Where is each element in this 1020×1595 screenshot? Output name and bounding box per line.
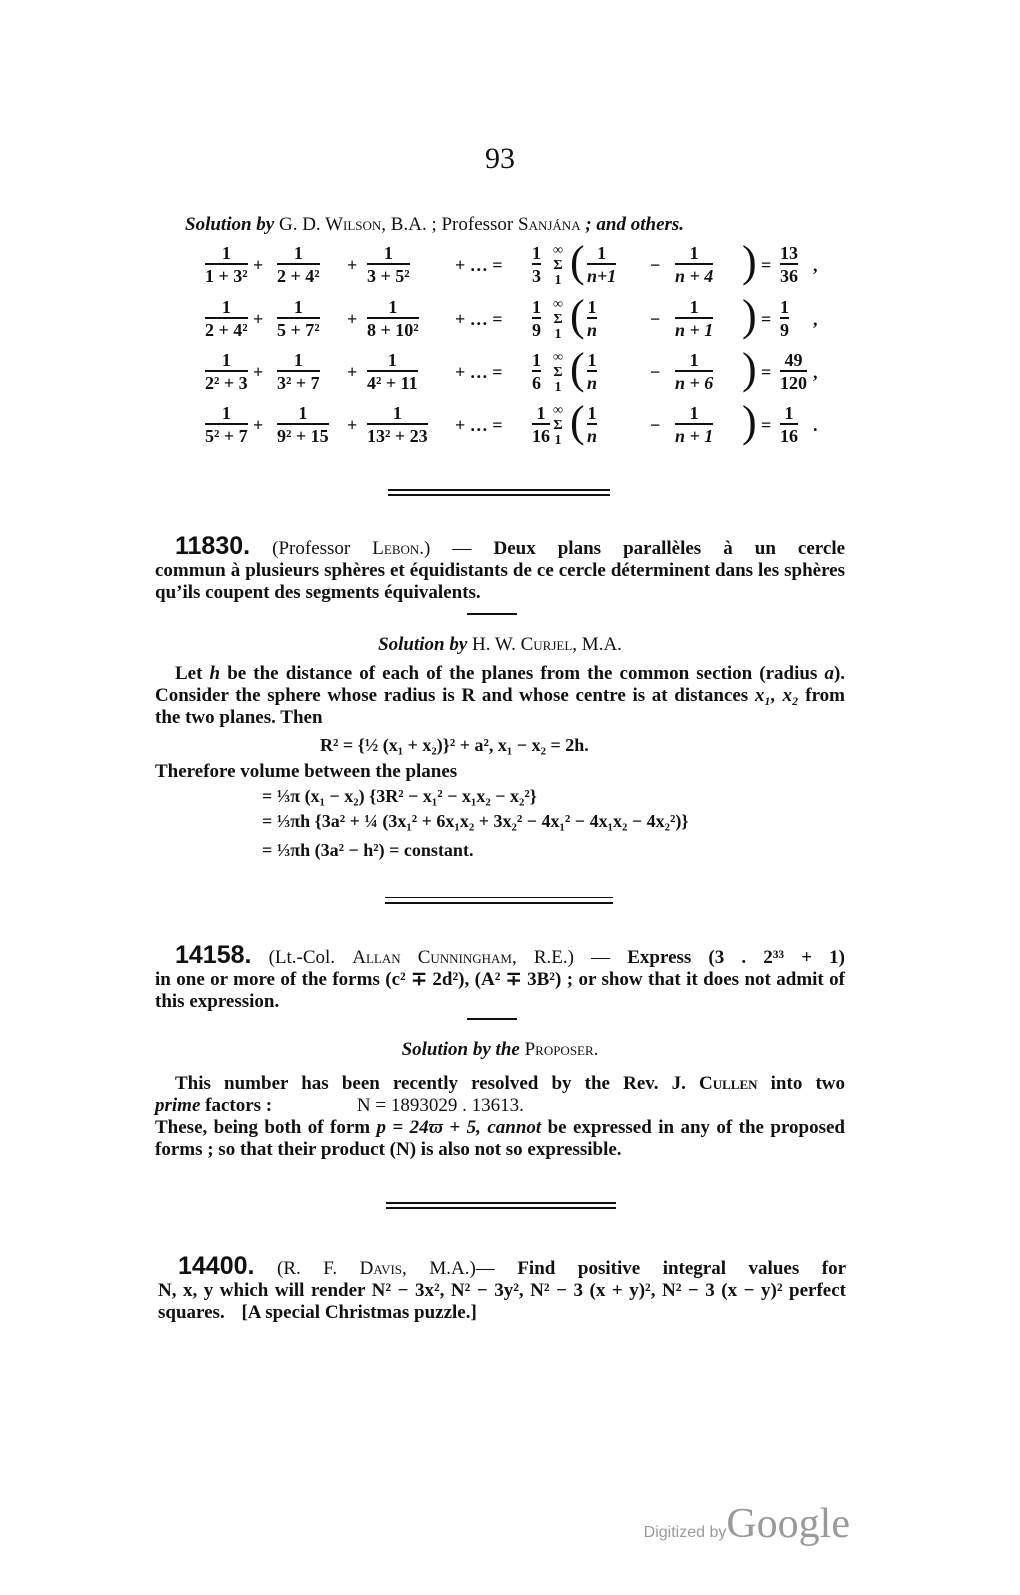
inner-term-a-denominator: n — [587, 426, 598, 446]
solution-header-11830 — [155, 634, 845, 656]
punctuation: , — [813, 309, 818, 329]
digitized-by-google-watermark — [644, 1500, 850, 1548]
equals-sign: = — [761, 415, 772, 435]
solution-prefix: Solution by — [185, 214, 275, 235]
solution-body-14158 — [155, 1073, 845, 1161]
proposer-name: Allan Cunningham — [352, 947, 512, 968]
proposer-open: (Lt.-Col. — [268, 947, 336, 968]
term-2 — [277, 297, 320, 341]
punctuation: . — [813, 415, 818, 435]
minus-sign: − — [650, 415, 661, 435]
solution-suffix: . — [593, 1039, 599, 1060]
coefficient-denominator: 16 — [532, 426, 550, 446]
result — [780, 297, 789, 341]
google-logo: Google — [726, 1501, 850, 1547]
summation-bot: 1 — [554, 273, 562, 288]
solution-author: H. W. Curjel — [472, 634, 573, 655]
section-divider — [388, 489, 610, 496]
plus-sign: + — [253, 309, 264, 329]
right-parenthesis: ) — [742, 291, 757, 340]
result-numerator: 13 — [780, 243, 798, 263]
question-text: Find positive integral values for — [517, 1258, 847, 1279]
summation-sym: Σ — [553, 418, 563, 433]
short-rule — [467, 613, 517, 615]
author-name: G. D. Wilson — [278, 214, 382, 235]
term-1-denominator: 5² + 7 — [205, 426, 248, 446]
term-1 — [205, 243, 248, 287]
inner-term-a-denominator: n+1 — [587, 266, 617, 286]
solution-author-1 — [279, 214, 437, 235]
term-2-numerator: 1 — [293, 350, 303, 370]
ellipsis-equals: + … = — [455, 362, 503, 382]
coefficient-numerator: 1 — [532, 243, 541, 263]
term-1-numerator: 1 — [221, 350, 231, 370]
term-2-denominator: 9² + 15 — [277, 426, 329, 446]
proposer-close: , R.E.) — — [512, 947, 611, 968]
text-italic: cannot — [487, 1117, 542, 1138]
series-equation-row — [195, 237, 818, 289]
formula: p = 24ϖ + 5, — [376, 1117, 481, 1138]
summation-sign — [552, 403, 564, 448]
question-text-continued: in one or more of the forms (c² ∓ 2d²), (A² ∓ 3B²) ; or show that it does not admit of this expression. — [155, 969, 845, 1012]
term-3-denominator: 4² + 11 — [367, 373, 418, 393]
plus-sign: + — [253, 255, 264, 275]
plus-sign: + — [347, 309, 358, 329]
text: be expressed in any of the proposed forms ; so that their product (N) is also not so expressible. — [155, 1117, 846, 1160]
term-1-numerator: 1 — [221, 243, 231, 263]
inner-term-a — [587, 243, 616, 287]
inner-term-b — [675, 350, 713, 394]
short-rule — [467, 1018, 517, 1020]
right-parenthesis: ) — [742, 344, 757, 393]
summation-sign — [552, 297, 564, 342]
punctuation: , — [813, 255, 818, 275]
inner-term-b — [675, 243, 713, 287]
term-2-denominator: 5 + 7² — [277, 320, 320, 340]
proposer-close: , M.A.)— — [402, 1258, 495, 1279]
minus-sign: − — [650, 362, 661, 382]
summation-top: ∞ — [553, 297, 563, 312]
left-parenthesis: ( — [570, 237, 585, 286]
solution-header-1 — [185, 214, 815, 236]
equation-main: R² = {½ (x₁ + x₂)}² + a², x₁ − x₂ = 2h. — [320, 735, 589, 755]
question-number: 11830. — [175, 532, 251, 560]
term-2-numerator: 1 — [298, 403, 308, 423]
inner-term-a-numerator: 1 — [597, 243, 607, 263]
summation-bot: 1 — [554, 327, 562, 342]
result-denominator: 16 — [780, 426, 798, 446]
solution-prefix: Solution by — [378, 634, 468, 655]
plus-sign: + — [253, 415, 264, 435]
solution-prefix: Solution by the — [401, 1039, 520, 1060]
left-parenthesis: ( — [570, 291, 585, 340]
term-3 — [367, 350, 418, 394]
variable: h — [209, 663, 221, 684]
coefficient-numerator: 1 — [532, 350, 541, 370]
text: These, being both of form — [155, 1117, 371, 1138]
result-denominator: 120 — [780, 373, 807, 393]
text: from the two planes. Then — [155, 685, 846, 728]
text: into two — [770, 1073, 846, 1094]
summation-sign — [552, 243, 564, 288]
coefficient — [532, 350, 541, 394]
equation-line: = ⅓πh {3a² + ¼ (3x₁² + 6x₁x₂ + 3x₂² − 4x₁² − 4x₁x₂ − 4x₂²)} — [262, 811, 689, 831]
inner-term-b-denominator: n + 1 — [675, 320, 714, 340]
equation-line: = ⅓π (x₁ − x₂) {3R² − x₁² − x₁x₂ − x₂²} — [262, 786, 537, 806]
author-name-2: Sanjána — [518, 214, 581, 235]
question-number: 14158. — [175, 941, 252, 969]
equals-sign: = — [761, 362, 772, 382]
coefficient-denominator: 6 — [532, 373, 541, 393]
result-denominator: 9 — [780, 320, 789, 340]
term-2-denominator: 2 + 4² — [277, 266, 320, 286]
variable: x₁, x₂ — [754, 685, 799, 706]
summation-sym: Σ — [553, 365, 563, 380]
coefficient-denominator: 3 — [532, 266, 541, 286]
right-parenthesis: ) — [742, 397, 757, 446]
ellipsis-equals: + … = — [455, 255, 503, 275]
text: Let — [175, 663, 203, 684]
term-1-numerator: 1 — [221, 403, 231, 423]
term-3-denominator: 8 + 10² — [367, 320, 419, 340]
text: This number has been recently resolved by the Rev. J. — [175, 1073, 686, 1094]
question-text: Deux plans parallèles à un cercle — [493, 538, 846, 559]
term-1-denominator: 2 + 4² — [205, 320, 248, 340]
summation-bot: 1 — [554, 433, 562, 448]
solution-degree: , M.A. — [572, 634, 622, 655]
text: ). Consider the sphere whose radius is R and whose centre is at distances — [155, 663, 846, 706]
inner-term-a — [587, 350, 597, 394]
term-1 — [205, 297, 248, 341]
equation-line: = ⅓πh (3a² − h²) = constant. — [262, 840, 474, 860]
result-numerator: 1 — [784, 403, 794, 423]
summation-top: ∞ — [553, 243, 563, 258]
inner-term-a — [587, 297, 597, 341]
inner-term-b-denominator: n + 4 — [675, 266, 714, 286]
result-numerator: 1 — [780, 297, 789, 317]
punctuation: , — [813, 362, 818, 382]
left-parenthesis: ( — [570, 397, 585, 446]
inner-term-b-denominator: n + 1 — [675, 426, 714, 446]
proposer-open: (R. F. — [277, 1258, 338, 1279]
plus-sign: + — [347, 255, 358, 275]
inner-term-a-numerator: 1 — [587, 403, 597, 423]
term-3-numerator: 1 — [388, 297, 398, 317]
term-3-numerator: 1 — [387, 350, 397, 370]
page-number: 93 — [485, 142, 515, 175]
text: be the distance of each of the planes from the common section (radius — [227, 663, 818, 684]
summation-sym: Σ — [553, 312, 563, 327]
summation-top: ∞ — [553, 350, 563, 365]
term-2 — [277, 350, 320, 394]
text: factors : — [205, 1095, 273, 1116]
summation-bot: 1 — [554, 380, 562, 395]
solution-suffix: ; and others. — [585, 214, 685, 235]
term-3 — [367, 403, 428, 447]
inner-term-b-denominator: n + 6 — [675, 373, 714, 393]
question-text: Express (3 . 2³³ + 1) — [627, 947, 846, 968]
term-2-numerator: 1 — [293, 243, 303, 263]
summation-sym: Σ — [553, 258, 563, 273]
equals-sign: = — [761, 255, 772, 275]
question-number: 14400. — [178, 1252, 255, 1280]
summation-top: ∞ — [553, 403, 563, 418]
inner-term-b-numerator: 1 — [689, 297, 699, 317]
equals-sign: = — [761, 309, 772, 329]
term-3-numerator: 1 — [392, 403, 402, 423]
series-equation-row — [195, 291, 818, 343]
section-divider — [386, 1202, 616, 1209]
plus-sign: + — [253, 362, 264, 382]
minus-sign: − — [650, 309, 661, 329]
question-11830 — [155, 532, 846, 604]
coefficient-denominator: 9 — [532, 320, 541, 340]
inner-term-a-numerator: 1 — [587, 297, 597, 317]
result — [780, 403, 798, 447]
result-numerator: 49 — [784, 350, 803, 370]
term-1-denominator: 1 + 3² — [205, 266, 248, 286]
plus-sign: + — [347, 362, 358, 382]
variable: a — [824, 663, 834, 684]
coefficient — [532, 403, 550, 447]
inner-term-b-numerator: 1 — [689, 403, 699, 423]
result-denominator: 36 — [780, 266, 798, 286]
question-14400 — [158, 1252, 847, 1324]
term-3-denominator: 13² + 23 — [367, 426, 428, 446]
person-name: Cullen — [699, 1073, 758, 1094]
inner-term-a — [587, 403, 597, 447]
digitized-by-text: Digitized by — [643, 1524, 727, 1541]
coefficient-numerator: 1 — [532, 297, 541, 317]
right-parenthesis: ) — [742, 237, 757, 286]
coefficient — [532, 297, 541, 341]
therefore-text: Therefore volume between the planes — [155, 761, 458, 782]
inner-term-a-denominator: n — [587, 320, 598, 340]
text-italic: prime — [155, 1095, 201, 1116]
term-2-denominator: 3² + 7 — [277, 373, 320, 393]
question-text-continued: commun à plusieurs sphères et équidistants de ce cercle déterminent dans les sphères qu’ils coupent des segments équivalents. — [155, 560, 845, 603]
question-14158 — [155, 941, 846, 1013]
term-1 — [205, 403, 248, 447]
result — [780, 243, 798, 287]
term-1-denominator: 2² + 3 — [205, 373, 248, 393]
proposer-open: (Professor — [272, 538, 351, 559]
minus-sign: − — [650, 255, 661, 275]
solution-author: Proposer — [524, 1039, 594, 1060]
inner-term-b-numerator: 1 — [689, 243, 699, 263]
term-2 — [277, 403, 329, 447]
solution-body-11830 — [155, 663, 845, 729]
proposer-name: Lebon — [372, 538, 420, 559]
section-divider — [385, 897, 613, 904]
inner-term-b — [675, 297, 713, 341]
ellipsis-equals: + … = — [455, 415, 503, 435]
inner-term-a-numerator: 1 — [587, 350, 597, 370]
term-3 — [367, 297, 419, 341]
series-equation-row — [195, 344, 818, 396]
left-parenthesis: ( — [570, 344, 585, 393]
inner-term-b — [675, 403, 713, 447]
author-degree: , B.A. ; — [381, 214, 437, 235]
question-note: [A special Christmas puzzle.] — [241, 1302, 477, 1323]
term-1 — [205, 350, 248, 394]
proposer-name: Davis — [359, 1258, 403, 1279]
inner-term-a-denominator: n — [587, 373, 598, 393]
author-title: Professor — [441, 214, 514, 235]
term-3 — [367, 243, 410, 287]
inner-term-b-numerator: 1 — [689, 350, 699, 370]
solution-header-14158 — [155, 1039, 845, 1061]
proposer-close: .) — — [419, 538, 472, 559]
term-3-denominator: 3 + 5² — [367, 266, 410, 286]
coefficient — [532, 243, 541, 287]
coefficient-numerator: 1 — [536, 403, 546, 423]
summation-sign — [552, 350, 564, 395]
question-text-continued: N, x, y which will render N² − 3x², N² − 3y², N² − 3 (x + y)², N² − 3 (x − y)² perfect squares. — [158, 1280, 846, 1323]
term-3-numerator: 1 — [383, 243, 393, 263]
term-1-numerator: 1 — [221, 297, 231, 317]
term-2 — [277, 243, 320, 287]
plus-sign: + — [347, 415, 358, 435]
series-equation-row — [195, 397, 818, 449]
result — [780, 350, 807, 394]
term-2-numerator: 1 — [293, 297, 303, 317]
factorization: N = 1893029 . 13613. — [356, 1095, 524, 1116]
ellipsis-equals: + … = — [455, 309, 503, 329]
